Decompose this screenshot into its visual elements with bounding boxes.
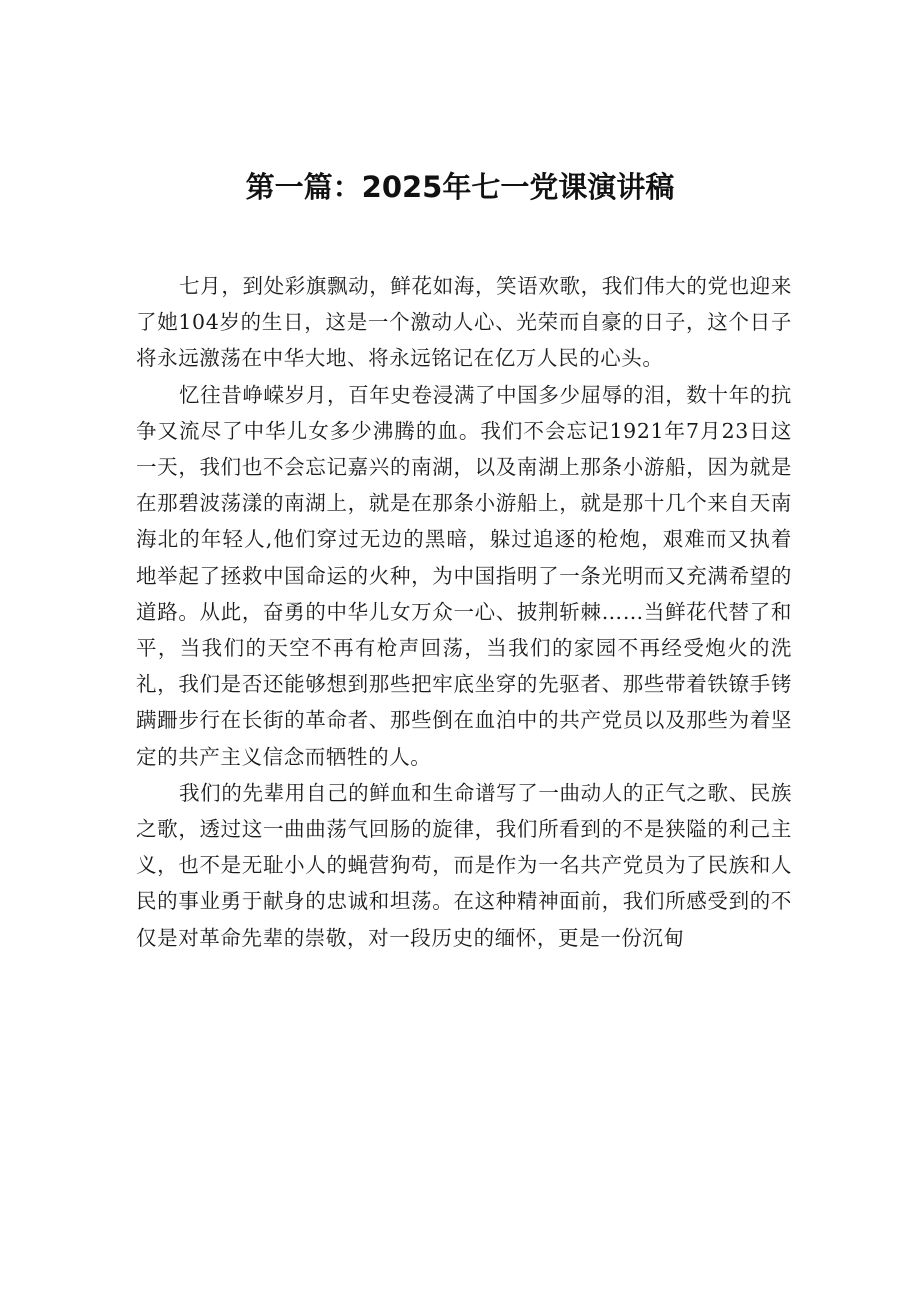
paragraph-1: 七月，到处彩旗飘动，鲜花如海，笑语欢歌，我们伟大的党也迎来了她104岁的生日，这是一个激动人心、光荣而自豪的日子，这个日子将永远激荡在中华大地、将永远铭记在亿万人民的心头。 xyxy=(136,274,792,371)
document-body xyxy=(136,268,792,956)
document-title: 第一篇：2025年七一党课演讲稿 xyxy=(245,170,675,204)
paragraph-3: 我们的先辈用自己的鲜血和生命谱写了一曲动人的正气之歌、民族之歌，透过这一曲曲荡气回肠的旋律，我们所看到的不是狭隘的利己主义，也不是无耻小人的蝇营狗苟，而是作为一名共产党员为了民族和人民的事业勇于献身的忠诚和坦荡。在这种精神面前，我们所感受到的不仅是对革命先辈的崇敬，对一段历史的缅怀，更是一份沉甸 xyxy=(136,780,792,950)
paragraph-2: 忆往昔峥嵘岁月，百年史卷浸满了中国多少屈辱的泪，数十年的抗争又流尽了中华儿女多少沸腾的血。我们不会忘记1921年7月23日这一天，我们也不会忘记嘉兴的南湖，以及南湖上那条小游船，因为就是在那碧波荡漾的南湖上，就是在那条小游船上，就是那十几个来自天南海北的年轻人,他们穿过无边的黑暗，躲过追逐的枪炮，艰难而又执着地举起了拯救中国命运的火种，为中国指明了一条光明而又充满希望的道路。从此，奋勇的中华儿女万众一心、披荆斩棘……当鲜花代替了和平，当我们的天空不再有枪声回荡，当我们的家园不再经受炮火的洗礼，我们是否还能够想到那些把牢底坐穿的先驱者、那些带着铁镣手铐蹒跚步行在长街的革命者、那些倒在血泊中的共产党员以及那些为着坚定的共产主义信念而牺牲的人。 xyxy=(136,382,792,769)
